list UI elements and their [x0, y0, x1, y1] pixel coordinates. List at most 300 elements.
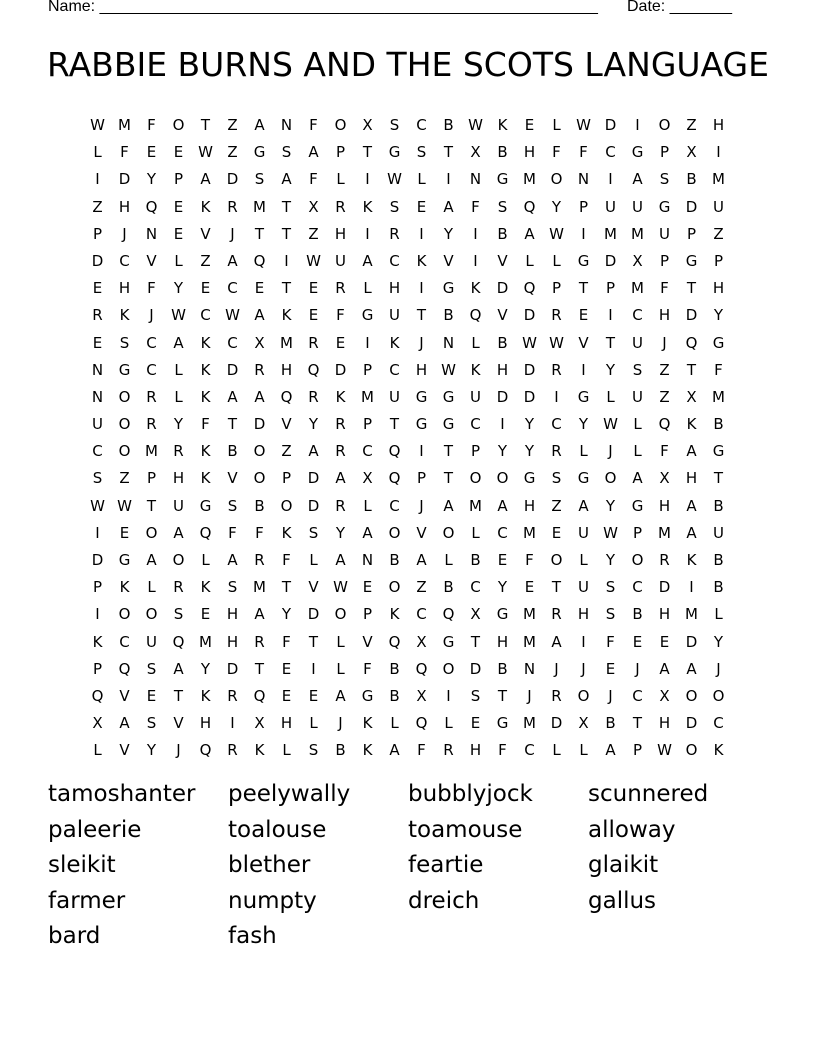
grid-letter: D: [307, 469, 320, 488]
grid-letter: I: [689, 578, 694, 597]
grid-letter: D: [91, 251, 104, 270]
grid-letter: P: [416, 469, 427, 488]
letter-grid: [84, 112, 732, 765]
grid-letter: I: [419, 224, 424, 243]
grid-letter: K: [200, 387, 211, 406]
grid-letter: B: [470, 551, 481, 569]
grid-letter: G: [631, 143, 644, 162]
grid-letter: G: [361, 306, 374, 325]
grid-letter: V: [281, 415, 292, 434]
grid-letter: L: [579, 551, 588, 569]
grid-letter: H: [658, 496, 671, 515]
grid-letter: K: [389, 333, 400, 352]
grid-letter: K: [362, 741, 373, 760]
grid-letter: T: [632, 714, 643, 733]
grid-letter: M: [361, 387, 374, 406]
grid-letter: Q: [388, 442, 401, 461]
grid-letter: A: [362, 251, 373, 270]
grid-letter: S: [146, 659, 157, 678]
grid-letter: L: [390, 714, 399, 733]
grid-letter: O: [442, 523, 455, 542]
grid-letter: H: [415, 360, 428, 379]
grid-letter: P: [92, 578, 103, 597]
grid-letter: F: [336, 306, 345, 325]
grid-letter: M: [523, 170, 536, 189]
grid-letter: U: [632, 197, 643, 216]
grid-letter: O: [442, 659, 455, 678]
grid-letter: X: [659, 469, 670, 488]
grid-letter: Y: [605, 551, 616, 569]
grid-letter: E: [308, 279, 319, 298]
grid-letter: I: [581, 224, 586, 243]
grid-letter: A: [686, 659, 697, 678]
grid-letter: W: [387, 170, 402, 189]
grid-letter: V: [119, 686, 130, 705]
grid-letter: U: [470, 387, 481, 406]
grid-letter: C: [119, 632, 130, 651]
grid-letter: C: [497, 523, 508, 542]
grid-letter: V: [146, 251, 157, 270]
grid-letter: H: [712, 279, 725, 298]
grid-letter: G: [496, 605, 509, 624]
grid-letter: E: [632, 632, 643, 651]
grid-letter: B: [227, 442, 238, 461]
grid-letter: D: [685, 197, 698, 216]
grid-letter: E: [416, 197, 427, 216]
grid-letter: I: [95, 170, 100, 189]
grid-letter: F: [660, 442, 669, 461]
grid-letter: C: [146, 333, 157, 352]
grid-letter: L: [552, 741, 561, 760]
grid-letter: C: [632, 578, 643, 597]
grid-letter: I: [473, 224, 478, 243]
grid-letter: O: [334, 116, 347, 134]
grid-letter: K: [92, 632, 103, 651]
grid-letter: A: [254, 605, 265, 624]
grid-letter: O: [631, 551, 644, 569]
grid-letter: T: [443, 442, 454, 461]
grid-letter: F: [525, 551, 534, 569]
grid-letter: D: [253, 415, 266, 434]
grid-letter: M: [685, 605, 698, 624]
grid-letter: Q: [253, 251, 266, 270]
grid-letter: F: [309, 170, 318, 189]
grid-letter: Z: [416, 578, 427, 597]
grid-letter: E: [524, 116, 535, 134]
grid-letter: B: [713, 551, 724, 569]
grid-letter: E: [578, 306, 589, 325]
grid-letter: Y: [335, 523, 346, 542]
grid-letter: D: [523, 306, 536, 325]
grid-letter: C: [470, 578, 481, 597]
grid-letter: I: [95, 523, 100, 542]
grid-letter: D: [469, 659, 482, 678]
grid-letter: M: [631, 224, 644, 243]
grid-letter: J: [716, 659, 721, 678]
grid-letter: O: [604, 469, 617, 488]
grid-letter: A: [173, 333, 184, 352]
grid-letter: I: [473, 251, 478, 270]
grid-letter: U: [578, 523, 589, 542]
grid-letter: Q: [523, 197, 536, 216]
grid-letter: Q: [145, 197, 158, 216]
grid-letter: D: [685, 632, 698, 651]
grid-letter: W: [603, 415, 618, 434]
grid-letter: W: [549, 333, 564, 352]
grid-letter: C: [416, 116, 427, 134]
grid-letter: S: [659, 170, 670, 189]
grid-letter: E: [308, 306, 319, 325]
grid-letter: G: [685, 251, 698, 270]
grid-letter: U: [605, 197, 616, 216]
grid-letter: B: [443, 116, 454, 134]
grid-letter: C: [416, 605, 427, 624]
grid-letter: V: [200, 224, 211, 243]
grid-letter: L: [174, 360, 183, 379]
grid-letter: H: [172, 469, 185, 488]
grid-letter: S: [281, 143, 292, 162]
grid-letter: R: [335, 442, 346, 461]
grid-letter: U: [713, 523, 724, 542]
grid-letter: A: [578, 496, 589, 515]
grid-letter: E: [254, 279, 265, 298]
grid-letter: B: [389, 686, 400, 705]
grid-letter: Q: [118, 659, 131, 678]
grid-letter: S: [227, 496, 238, 515]
grid-letter: E: [551, 523, 562, 542]
grid-letter: P: [659, 143, 670, 162]
grid-letter: F: [498, 741, 507, 760]
grid-letter: W: [117, 496, 132, 515]
grid-letter: C: [524, 741, 535, 760]
grid-letter: A: [632, 170, 643, 189]
grid-letter: T: [443, 469, 454, 488]
grid-letter: Z: [713, 224, 724, 243]
grid-letter: R: [389, 224, 400, 243]
grid-letter: R: [146, 415, 157, 434]
grid-letter: Q: [415, 659, 428, 678]
grid-letter: K: [362, 714, 373, 733]
grid-letter: E: [92, 333, 103, 352]
grid-letter: K: [200, 469, 211, 488]
grid-letter: A: [686, 442, 697, 461]
grid-letter: O: [172, 116, 185, 134]
grid-letter: B: [497, 333, 508, 352]
grid-letter: D: [496, 279, 509, 298]
grid-letter: I: [419, 442, 424, 461]
grid-letter: K: [686, 415, 697, 434]
grid-letter: D: [496, 387, 509, 406]
grid-letter: R: [173, 578, 184, 597]
grid-letter: A: [227, 551, 238, 569]
grid-letter: E: [524, 578, 535, 597]
grid-letter: L: [444, 551, 453, 569]
grid-letter: A: [335, 551, 346, 569]
grid-letter: J: [527, 686, 532, 705]
grid-letter: J: [419, 333, 424, 352]
grid-letter: L: [174, 387, 183, 406]
grid-letter: L: [336, 632, 345, 651]
grid-letter: O: [118, 387, 131, 406]
grid-letter: A: [281, 170, 292, 189]
grid-letter: T: [146, 496, 157, 515]
grid-letter: S: [227, 578, 238, 597]
grid-letter: C: [632, 306, 643, 325]
grid-letter: C: [389, 251, 400, 270]
grid-letter: R: [254, 551, 265, 569]
grid-letter: V: [173, 714, 184, 733]
grid-letter: Q: [253, 686, 266, 705]
grid-letter: X: [632, 251, 643, 270]
grid-letter: A: [497, 496, 508, 515]
grid-letter: B: [605, 714, 616, 733]
grid-letter: R: [551, 442, 562, 461]
grid-letter: A: [200, 170, 211, 189]
grid-letter: G: [631, 496, 644, 515]
grid-letter: Y: [443, 224, 454, 243]
grid-letter: W: [603, 523, 618, 542]
grid-letter: C: [713, 714, 724, 733]
grid-letter: A: [119, 714, 130, 733]
grid-letter: Q: [91, 686, 104, 705]
grid-letter: X: [362, 469, 373, 488]
grid-letter: I: [554, 387, 559, 406]
grid-letter: S: [551, 469, 562, 488]
grid-letter: L: [714, 605, 723, 624]
grid-letter: O: [712, 686, 725, 705]
grid-letter: J: [581, 659, 586, 678]
grid-letter: L: [174, 251, 183, 270]
grid-letter: Z: [686, 116, 697, 134]
grid-letter: Z: [92, 197, 103, 216]
grid-letter: O: [388, 578, 401, 597]
grid-letter: F: [714, 360, 723, 379]
grid-letter: U: [146, 632, 157, 651]
grid-letter: L: [93, 143, 102, 162]
grid-letter: A: [443, 496, 454, 515]
word-list-item: peelywally: [228, 781, 351, 807]
grid-letter: D: [658, 578, 671, 597]
grid-letter: C: [632, 686, 643, 705]
grid-letter: E: [497, 551, 508, 569]
grid-letter: T: [605, 333, 616, 352]
grid-letter: S: [119, 333, 130, 352]
grid-letter: T: [200, 116, 211, 134]
grid-letter: L: [363, 496, 372, 515]
grid-letter: Y: [524, 415, 535, 434]
grid-letter: P: [551, 279, 562, 298]
grid-letter: Z: [551, 496, 562, 515]
grid-letter: X: [362, 116, 373, 134]
grid-letter: L: [309, 551, 318, 569]
grid-letter: T: [281, 578, 292, 597]
grid-letter: P: [92, 224, 103, 243]
grid-letter: S: [92, 469, 103, 488]
grid-letter: V: [497, 306, 508, 325]
grid-letter: H: [496, 360, 509, 379]
grid-letter: G: [415, 387, 428, 406]
grid-letter: R: [92, 306, 103, 325]
grid-letter: S: [308, 523, 319, 542]
name-field-label: Name: ________________________________________________________: [48, 0, 598, 15]
grid-letter: L: [444, 714, 453, 733]
grid-letter: C: [605, 143, 616, 162]
grid-letter: P: [92, 659, 103, 678]
grid-letter: Q: [388, 469, 401, 488]
grid-letter: K: [119, 306, 130, 325]
grid-letter: X: [470, 605, 481, 624]
grid-letter: M: [280, 333, 293, 352]
grid-letter: L: [417, 170, 426, 189]
grid-letter: A: [308, 442, 319, 461]
word-list-item: fash: [228, 923, 277, 950]
grid-letter: T: [254, 659, 265, 678]
grid-letter: Q: [172, 632, 185, 651]
grid-letter: B: [497, 224, 508, 243]
grid-letter: Y: [173, 279, 184, 298]
word-list-item: glaikit: [588, 852, 659, 879]
grid-letter: J: [554, 659, 559, 678]
grid-letter: E: [146, 686, 157, 705]
grid-letter: G: [712, 333, 725, 352]
grid-letter: Y: [146, 170, 157, 189]
grid-letter: B: [713, 415, 724, 434]
grid-letter: R: [335, 279, 346, 298]
grid-letter: R: [443, 741, 454, 760]
grid-letter: B: [686, 170, 697, 189]
grid-letter: D: [226, 659, 239, 678]
grid-letter: W: [657, 741, 672, 760]
grid-letter: V: [308, 578, 319, 597]
grid-letter: K: [200, 333, 211, 352]
grid-letter: A: [389, 741, 400, 760]
grid-letter: N: [91, 387, 104, 406]
grid-letter: W: [576, 116, 591, 134]
grid-letter: T: [551, 578, 562, 597]
grid-letter: C: [227, 333, 238, 352]
grid-letter: L: [309, 714, 318, 733]
grid-letter: K: [335, 387, 346, 406]
grid-letter: F: [660, 279, 669, 298]
grid-letter: G: [496, 170, 509, 189]
grid-letter: J: [338, 714, 343, 733]
grid-letter: D: [226, 360, 239, 379]
grid-letter: B: [335, 741, 346, 760]
grid-letter: F: [606, 632, 615, 651]
grid-letter: D: [91, 551, 104, 569]
grid-letter: L: [552, 251, 561, 270]
grid-letter: M: [631, 279, 644, 298]
grid-letter: F: [309, 116, 318, 134]
grid-letter: I: [581, 632, 586, 651]
grid-letter: S: [254, 170, 265, 189]
grid-letter: D: [334, 360, 347, 379]
grid-letter: F: [579, 143, 588, 162]
grid-letter: I: [365, 170, 370, 189]
grid-letter: T: [227, 415, 238, 434]
grid-letter: A: [254, 387, 265, 406]
grid-letter: U: [713, 197, 724, 216]
word-list-item: blether: [228, 852, 311, 879]
grid-letter: I: [365, 224, 370, 243]
grid-letter: K: [254, 741, 265, 760]
grid-letter: J: [230, 224, 235, 243]
page-title: RABBIE BURNS AND THE SCOTS LANGUAGE: [47, 45, 769, 84]
grid-letter: W: [171, 306, 186, 325]
grid-letter: Q: [442, 605, 455, 624]
grid-letter: U: [92, 415, 103, 434]
grid-letter: H: [280, 714, 293, 733]
grid-letter: H: [523, 143, 536, 162]
grid-letter: L: [579, 741, 588, 760]
grid-letter: S: [389, 197, 400, 216]
grid-letter: L: [633, 415, 642, 434]
grid-letter: A: [686, 523, 697, 542]
grid-letter: Z: [281, 442, 292, 461]
grid-letter: F: [417, 741, 426, 760]
grid-letter: G: [361, 686, 374, 705]
grid-letter: M: [523, 523, 536, 542]
grid-letter: B: [389, 659, 400, 678]
grid-letter: F: [147, 116, 156, 134]
grid-letter: O: [253, 469, 266, 488]
grid-letter: D: [118, 170, 131, 189]
grid-letter: H: [388, 279, 401, 298]
grid-letter: S: [173, 605, 184, 624]
grid-letter: I: [446, 170, 451, 189]
grid-letter: E: [146, 143, 157, 162]
header: [48, 0, 748, 16]
grid-letter: H: [280, 360, 293, 379]
grid-letter: M: [712, 170, 725, 189]
grid-letter: M: [469, 496, 482, 515]
grid-letter: T: [578, 279, 589, 298]
grid-letter: M: [523, 632, 536, 651]
grid-letter: G: [523, 469, 536, 488]
grid-letter: K: [470, 279, 481, 298]
grid-letter: H: [496, 632, 509, 651]
grid-letter: J: [122, 224, 127, 243]
grid-letter: H: [685, 469, 698, 488]
grid-letter: M: [145, 442, 158, 461]
grid-letter: T: [416, 306, 427, 325]
grid-letter: I: [95, 605, 100, 624]
grid-letter: C: [227, 279, 238, 298]
grid-letter: E: [470, 714, 481, 733]
grid-letter: I: [284, 251, 289, 270]
grid-letter: G: [577, 251, 590, 270]
grid-letter: A: [146, 551, 157, 569]
grid-letter: K: [200, 578, 211, 597]
grid-letter: M: [712, 387, 725, 406]
grid-letter: O: [550, 170, 563, 189]
grid-letter: E: [605, 659, 616, 678]
grid-letter: R: [254, 360, 265, 379]
grid-letter: Z: [659, 360, 670, 379]
grid-letter: O: [388, 523, 401, 542]
grid-letter: W: [549, 224, 564, 243]
grid-letter: R: [227, 197, 238, 216]
grid-letter: C: [146, 360, 157, 379]
grid-letter: A: [524, 224, 535, 243]
grid-letter: A: [173, 523, 184, 542]
grid-letter: E: [362, 578, 373, 597]
word-list-item: toamouse: [408, 816, 523, 843]
grid-letter: V: [578, 333, 589, 352]
grid-letter: X: [578, 714, 589, 733]
grid-letter: A: [605, 741, 616, 760]
grid-letter: E: [119, 523, 130, 542]
